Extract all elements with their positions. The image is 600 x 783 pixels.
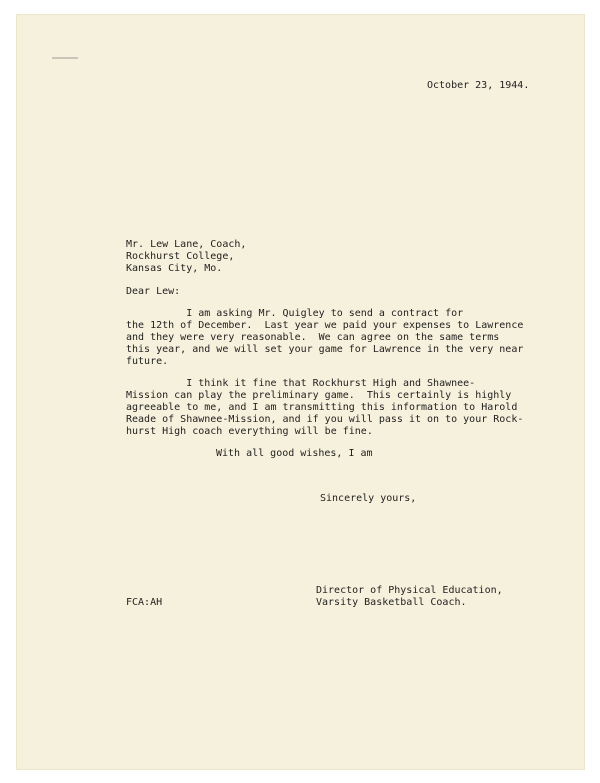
recipient-name: Mr. Lew Lane, Coach, xyxy=(126,239,247,250)
signature-title-line-1: Director of Physical Education, xyxy=(316,585,503,596)
signature-title-line-2: Varsity Basketball Coach. xyxy=(316,597,467,608)
body-paragraph-1-line-3: and they were very reasonable. We can agree on the same terms xyxy=(126,332,500,343)
typist-initials: FCA:AH xyxy=(126,597,163,608)
recipient-city: Kansas City, Mo. xyxy=(126,263,223,274)
body-paragraph-2-line-1: I think it fine that Rockhurst High and Shawnee- xyxy=(126,378,476,389)
letter-date: October 23, 1944. xyxy=(427,80,530,91)
body-paragraph-1-line-5: future. xyxy=(126,356,169,367)
body-paragraph-1-line-2: the 12th of December. Last year we paid your expenses to Lawrence xyxy=(126,320,524,331)
body-paragraph-2-line-2: Mission can play the preliminary game. This certainly is highly xyxy=(126,390,512,401)
body-paragraph-1-line-1: I am asking Mr. Quigley to send a contract for xyxy=(126,308,464,319)
body-paragraph-1-line-4: this year, and we will set your game for Lawrence in the very near xyxy=(126,344,524,355)
pencil-mark xyxy=(52,57,78,59)
body-paragraph-2-line-5: hurst High coach everything will be fine. xyxy=(126,426,373,437)
recipient-institution: Rockhurst College, xyxy=(126,251,235,262)
closing-remark: With all good wishes, I am xyxy=(216,448,373,459)
salutation: Dear Lew: xyxy=(126,286,181,297)
complimentary-close: Sincerely yours, xyxy=(320,493,417,504)
body-paragraph-2-line-4: Reade of Shawnee-Mission, and if you will pass it on to your Rock- xyxy=(126,414,524,425)
body-paragraph-2-line-3: agreeable to me, and I am transmitting this information to Harold xyxy=(126,402,518,413)
